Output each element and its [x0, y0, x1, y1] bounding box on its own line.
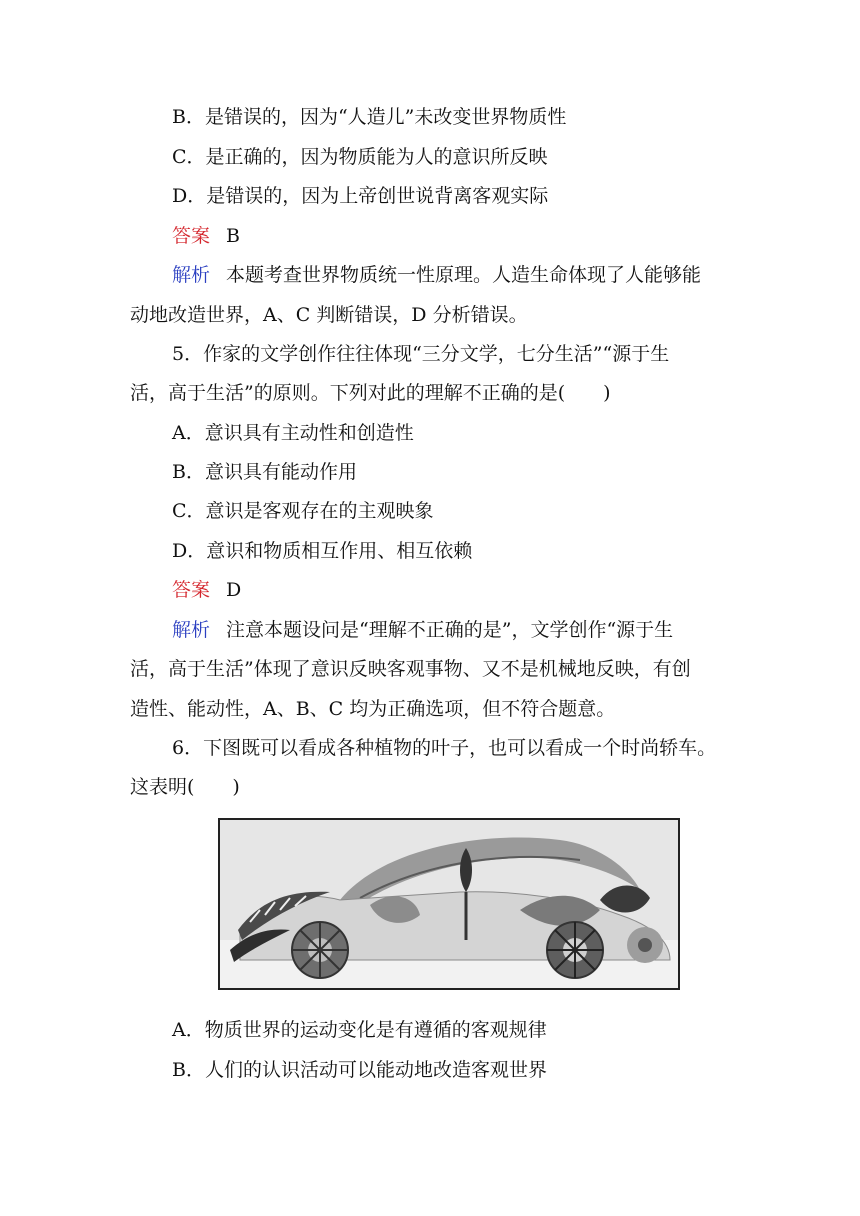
answer-label: 答案 — [172, 225, 211, 247]
q5-option-c: C．意识是客观存在的主观映象 — [172, 500, 434, 522]
q5-analysis-line1 — [172, 618, 673, 642]
analysis-text: 本题考查世界物质统一性原理。人造生命体现了人能够能 — [226, 264, 702, 286]
leaf-car-illustration — [218, 818, 680, 990]
answer-value: D — [226, 579, 242, 601]
q5-analysis-line3: 造性、能动性，A、B、C 均为正确选项，但不符合题意。 — [130, 698, 616, 720]
q6-option-b: B．人们的认识活动可以能动地改造客观世界 — [172, 1059, 547, 1081]
analysis-text: 注意本题设问是“理解不正确的是”，文学创作“源于生 — [226, 619, 674, 641]
q5-answer — [172, 578, 241, 602]
q6-stem-line1: 6．下图既可以看成各种植物的叶子，也可以看成一个时尚轿车。 — [172, 737, 717, 759]
q5-analysis-line2: 活，高于生活”体现了意识反映客观事物、又不是机械地反映，有创 — [130, 658, 691, 680]
q5-stem-line2: 活，高于生活”的原则。下列对此的理解不正确的是( ) — [130, 382, 611, 404]
q6-option-a: A．物质世界的运动变化是有遵循的客观规律 — [172, 1019, 547, 1041]
answer-label: 答案 — [172, 579, 211, 601]
q5-option-d: D．意识和物质相互作用、相互依赖 — [172, 540, 473, 562]
q4-answer — [172, 224, 240, 248]
q4-analysis-line2: 动地改造世界，A、C 判断错误，D 分析错误。 — [130, 304, 528, 326]
analysis-label: 解析 — [172, 619, 211, 641]
q4-option-b: B．是错误的，因为“人造儿”未改变世界物质性 — [172, 106, 567, 128]
q5-stem-line1: 5．作家的文学创作往往体现“三分文学，七分生活”“源于生 — [172, 343, 670, 365]
q6-stem-line2: 这表明( ) — [130, 776, 240, 798]
q5-option-b: B．意识具有能动作用 — [172, 461, 357, 483]
q5-option-a: A．意识具有主动性和创造性 — [172, 422, 414, 444]
q4-option-c: C．是正确的，因为物质能为人的意识所反映 — [172, 146, 548, 168]
q4-option-d: D．是错误的，因为上帝创世说背离客观实际 — [172, 185, 549, 207]
analysis-label: 解析 — [172, 264, 211, 286]
q4-analysis-line1 — [172, 263, 701, 287]
answer-value: B — [226, 225, 240, 247]
